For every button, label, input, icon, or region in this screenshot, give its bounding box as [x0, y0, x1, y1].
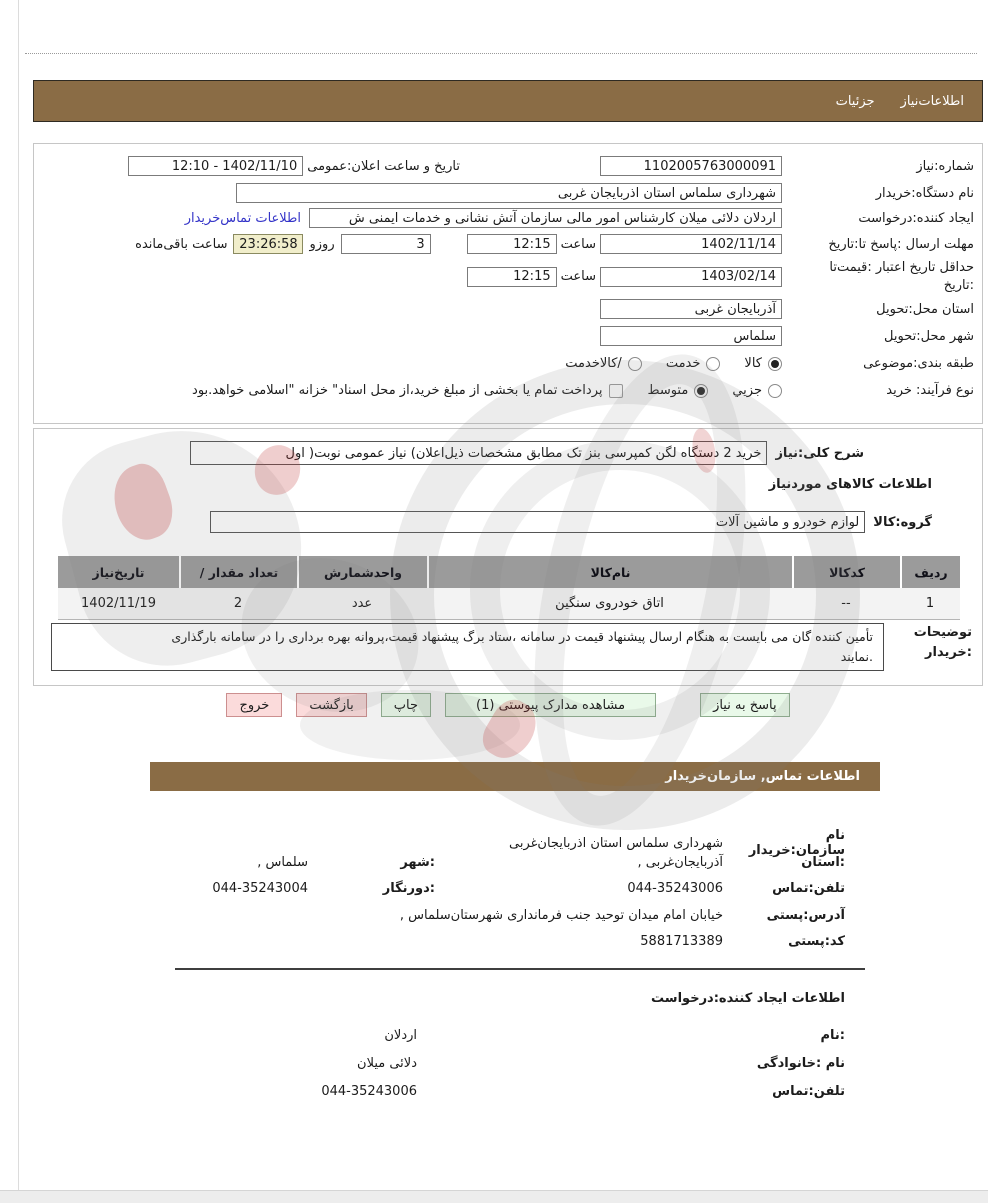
goods-table: [58, 556, 960, 620]
delivery-province-label: استان محل:تحویل: [876, 301, 974, 317]
contact-address-label: آدرس:پستی: [766, 908, 845, 923]
col-item-name: نام‌کالا: [427, 556, 792, 588]
last-name-value: دلائی میلان: [357, 1056, 417, 1071]
delivery-city-input[interactable]: سلماس: [600, 326, 782, 346]
goods-table-header-row: [58, 556, 960, 588]
countdown-timer: 23:26:58: [233, 234, 303, 254]
creator-label: ایجاد کننده:درخواست: [858, 210, 974, 226]
requester-phone-label: تلفن:تماس: [772, 1084, 845, 1099]
row-classification: [34, 356, 982, 371]
need-goods-panel: [33, 428, 983, 686]
contact-phone-value: 044-35243006: [627, 881, 723, 896]
buyer-org-label: نام دستگاه:خریدار: [875, 185, 974, 201]
cell-item-code: --: [792, 588, 900, 620]
row-min-validity: [34, 259, 982, 294]
row-delivery-city: [34, 326, 982, 346]
row-need-desc: [34, 441, 982, 465]
requester-heading: اطلاعات ایجاد کننده:درخواست: [651, 991, 845, 1006]
row-need-number: [34, 156, 982, 176]
back-button[interactable]: بازگشت: [296, 693, 366, 717]
delivery-province-input[interactable]: آذربایجان غربی: [600, 299, 782, 319]
announce-input[interactable]: 1402/11/10 - 12:10: [128, 156, 303, 176]
tab-need-info[interactable]: اطلاعات‌نیاز: [900, 93, 964, 109]
page-bottom-edge: [0, 1190, 988, 1203]
remaining-hours-label: ساعت باقی‌مانده: [135, 236, 228, 252]
need-number-label: شماره:نیاز: [916, 158, 974, 174]
col-item-code: کدکالا: [792, 556, 900, 588]
row-province-city: [150, 855, 880, 870]
row-org-name: [150, 828, 880, 858]
postal-code-label: کد:پستی: [788, 934, 845, 949]
first-name-label: :نام: [820, 1028, 845, 1043]
deadline-hour-label: ساعت: [560, 236, 596, 252]
radio-goods-label: کالا: [744, 356, 762, 371]
classification-label: طبقه بندی:موضوعی: [863, 356, 974, 371]
requester-phone-value: 044-35243006: [321, 1084, 417, 1099]
creator-input[interactable]: اردلان دلائی میلان کارشناس امور مالی سازمان آتش نشانی و خدمات ایمنی ش: [309, 208, 782, 228]
cell-quantity: 2: [179, 588, 297, 620]
need-main-panel: [33, 143, 983, 424]
col-unit: واحدشمارش: [297, 556, 427, 588]
announce-label: تاریخ و ساعت اعلان:عمومی: [307, 158, 460, 174]
row-goods-heading: [34, 477, 982, 492]
radio-service-label: خدمت: [665, 356, 701, 371]
reply-to-need-button[interactable]: پاسخ به نیاز: [700, 693, 790, 717]
contact-province-value: آذربایجان‌غربی ,: [637, 855, 723, 870]
goods-group-label: گروه:کالا: [873, 514, 932, 530]
buyer-contact-section: [150, 762, 880, 1162]
contact-city-value: سلماس ,: [257, 855, 308, 870]
row-address: [150, 908, 880, 923]
row-deadline: [34, 234, 982, 254]
cell-row-number: 1: [900, 588, 960, 620]
contact-fax-value: 044-35243004: [212, 881, 308, 896]
row-phone-fax: [150, 881, 880, 896]
first-name-value: اردلان: [384, 1028, 417, 1043]
print-button[interactable]: چاپ: [381, 693, 431, 717]
radio-medium[interactable]: [694, 384, 708, 398]
deadline-days-input[interactable]: 3: [341, 234, 431, 254]
contact-fax-label: :دورنگار: [382, 881, 435, 896]
radio-minor[interactable]: [768, 384, 782, 398]
treasury-docs-checkbox-label: پرداخت تمام یا بخشی از مبلغ خرید،از محل اسناد" خزانه "اسلامی خواهد.بود: [192, 383, 603, 398]
cell-unit: عدد: [297, 588, 427, 620]
need-number-input[interactable]: 1102005763000091: [600, 156, 782, 176]
min-validity-hour-label: ساعت: [560, 269, 596, 285]
contact-province-label: :استان: [801, 855, 845, 870]
row-last-name: [150, 1056, 880, 1071]
radio-medium-label: متوسط: [647, 383, 689, 398]
min-validity-date-input[interactable]: 1403/02/14: [600, 267, 782, 287]
row-postal-code: [150, 934, 880, 949]
buyer-contact-link[interactable]: اطلاعات تماس‌خریدار: [184, 210, 301, 226]
org-name-label: نام سازمان:خریدار: [748, 828, 845, 858]
contact-address-value: خیابان امام میدان توحید جنب فرمانداری شهرستان‌سلماس ,: [399, 908, 723, 923]
row-creator: [34, 208, 982, 228]
cell-item-name: اتاق خودروی سنگین: [427, 588, 792, 620]
row-process-type: [34, 383, 982, 398]
deadline-days-label: روزو: [309, 236, 335, 252]
top-tab-bar: [33, 80, 983, 122]
radio-goods-service-label: /کالاخدمت: [565, 356, 622, 371]
goods-table-row: [58, 588, 960, 620]
buyer-contact-header: اطلاعات تماس, سازمان‌خریدار: [150, 762, 880, 791]
action-buttons: [33, 693, 983, 717]
postal-code-value: 5881713389: [640, 934, 723, 949]
col-row-number: ردیف: [900, 556, 960, 588]
tab-details[interactable]: جزئیات: [835, 93, 875, 109]
deadline-date-input[interactable]: 1402/11/14: [600, 234, 782, 254]
need-desc-label: شرح کلی:نیاز: [775, 445, 864, 461]
process-type-label: نوع فرآیند: خرید: [886, 383, 974, 398]
buyer-notes-label: توضیحات :خریدار: [913, 625, 972, 660]
radio-goods[interactable]: [768, 357, 782, 371]
min-validity-label: حداقل تاریخ اعتبار :قیمت‌تا :تاریخ: [829, 260, 974, 293]
deadline-time-input[interactable]: 12:15: [467, 234, 557, 254]
need-desc-input[interactable]: خرید 2 دستگاه لگن کمپرسی بنز تک مطابق مشخصات ذیل‌اعلان) نیاز عمومی نوبت( اول: [190, 441, 767, 465]
goods-group-input[interactable]: لوازم خودرو و ماشین آلات: [210, 511, 865, 533]
buyer-org-input[interactable]: شهرداری سلماس استان اذربایجان غربی: [236, 183, 782, 203]
treasury-docs-checkbox[interactable]: [609, 384, 623, 398]
contact-phone-label: تلفن:تماس: [772, 881, 845, 896]
row-requester-phone: [150, 1084, 880, 1099]
col-need-date: تاریخ‌نیاز: [58, 556, 179, 588]
org-name-value: شهرداری سلماس استان اذربایجان‌غربی: [509, 835, 723, 851]
goods-heading: اطلاعات کالاهای موردنیاز: [768, 477, 932, 492]
page-left-border: [18, 0, 19, 1202]
last-name-label: نام :خانوادگی: [756, 1056, 845, 1071]
row-buyer-notes: [34, 623, 982, 671]
row-first-name: [150, 1028, 880, 1043]
delivery-city-label: شهر محل:تحویل: [884, 328, 974, 344]
top-dotted-separator: [25, 53, 977, 54]
exit-button[interactable]: خروج: [226, 693, 282, 717]
row-buyer-org: [34, 183, 982, 203]
radio-goods-service[interactable]: [628, 357, 642, 371]
buyer-notes-box: تأمین کننده گان می بایست به هنگام ارسال پیشنهاد قیمت در سامانه ،ستاد برگ پیشنهاد قیمت،پروانه بهره برداری را در سامانه بارگذاری .نمایند: [51, 623, 884, 671]
radio-minor-label: جزيي: [732, 383, 762, 398]
min-validity-time-input[interactable]: 12:15: [467, 267, 557, 287]
radio-service[interactable]: [706, 357, 720, 371]
deadline-label: مهلت ارسال :پاسخ تا:تاریخ: [828, 236, 974, 252]
view-attachments-button[interactable]: مشاهده مدارک پیوستی (1): [445, 693, 656, 717]
contact-city-label: :شهر: [400, 855, 435, 870]
row-goods-group: [34, 511, 982, 533]
cell-need-date: 1402/11/19: [58, 588, 179, 620]
contact-divider: [175, 968, 865, 970]
col-quantity: تعداد مقدار /: [179, 556, 297, 588]
row-delivery-province: [34, 299, 982, 319]
